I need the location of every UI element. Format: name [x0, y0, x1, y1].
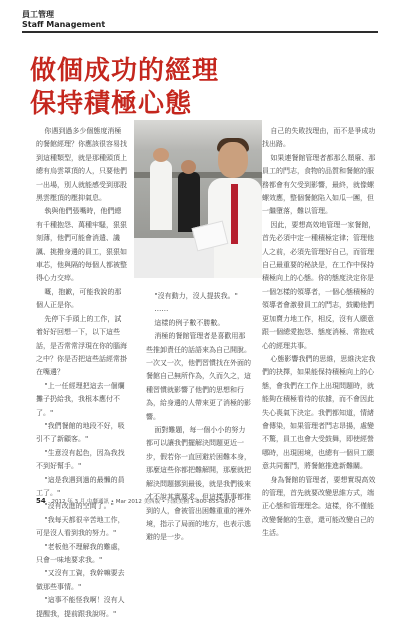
- paragraph: 你遇到過多少個態度消極的餐館經理？你應該很容易找到這種類型，就是那種頭頂上總有烏雲罩頂的人，只要他們一出場，別人就能感受到那股黑雲壓頂的壓抑氣息。: [36, 127, 127, 203]
- column-3: [262, 125, 378, 541]
- header-rule: [22, 31, 378, 33]
- paragraph: 因此，要想高效地管理一家餐館，首先必須中定一種積極定律；管理他人之前，必須先管理好自己，而管理自己最重要的秘訣是，在工作中保持積極向上的心態。你的態度決定你是一個怎樣的領導者，一個心態積極的領導者會激發員工的鬥志，鼓勵他們更加賣力地工作，相反，沒有人願意跟一個總愛抱怨、態度消極、常抱戒心的經理共事。: [262, 220, 376, 350]
- paragraph: 身為餐館的管理者，要想實現高效的管理，首先就要改變思維方式，端正心態和管理理念。這樣，你不僅能改變餐館的生意，還可能改變自己的生活。: [262, 475, 376, 538]
- quote: "上一任經理把這去一個爛攤子扔給我，我根本應付不了。": [36, 381, 125, 417]
- section-label-zh: 員工管理: [22, 10, 54, 19]
- chef-head: [153, 148, 169, 162]
- article-title: [30, 55, 219, 121]
- manager-head: [218, 142, 248, 178]
- paragraph: 嘅，抱歉，可能我說的那個人正是你。: [36, 287, 122, 310]
- ellipsis: ……: [154, 305, 169, 314]
- paragraph: 執與他們張嘴時，他們總有千種抱怨、萬種牢騷，狠狠刻薄，他們可能會消遣、譏諷、挑撥身邊的員工，狠狠如車芯，他與隔的每個人都被整得心力交瘁。: [36, 207, 127, 283]
- article-photo: [134, 120, 262, 278]
- quote: "這是我遇到過的最懶的員工了。": [36, 475, 125, 497]
- paragraph: 這樣的例子數不勝數。: [154, 318, 225, 327]
- quote: "我每天都很辛苦地工作，可是沒人看到我的努力。": [36, 515, 125, 538]
- quote: "老板他不理解我的難處，只會一味地要求我。": [36, 542, 125, 564]
- manager-tie: [231, 184, 238, 244]
- footer-text: 2012 年 3 月 中餐通訊 • Mar 2012 美西版 • 只限美國 1-800-855-8870: [51, 499, 236, 505]
- page-footer: [36, 497, 235, 505]
- chef-figure: [150, 160, 172, 230]
- title-line-2: 保持積極心態: [30, 89, 193, 119]
- quote: "沒有動力，沒人提拔我。": [154, 292, 238, 300]
- paragraph: 自己的失敗找理由，而不是爭成功找出路。: [262, 127, 376, 149]
- server-head: [181, 160, 196, 174]
- paragraph: 如果連餐館管理者都那么頹廢、那員工的門志，食物的品質和餐館的服務都會有欠受到影響，最終，就像螺螺效應，整個餐館陷入如瓜一團，但一繼墮落，難以管理。: [262, 153, 376, 216]
- title-line-1: 做個成功的經理: [30, 56, 220, 86]
- paragraph: 消極的餐館管理者是喜歡用那些推卸責任的話語來為自己開脫。一次又一次，他們習慣找在外面的餐館自己無所作為，久而久之，這種習慣就影響了他們的思想和行為，給身邊的人帶來更了消極的影響。: [146, 332, 251, 421]
- quote: "又沒有工資，我幹嘛要去做那些事情。": [36, 569, 125, 591]
- section-label-en: Staff Management: [22, 20, 106, 29]
- paragraph: 心態影響我們的思維，思維決定我們的抉擇，如果能保持積極向上的心態，會我們在工作上出現問題時，就能夠在積極看待的依據，而不會因此失心喪氣下決定。我們都知道，情緒會傳染，如果管理者鬥志昂揚，處變不驚，員工也會大受鼓舞，即使經營哪時，出現困境，也總有一個貝工願意共同奮鬥，將餐館推進新難關。: [262, 354, 376, 471]
- quote: "生意沒有起色，因為我找不到好幫手。": [36, 448, 125, 471]
- paragraph: 面對難題，每一個小小的努力都可以讓我們擺解決問題更近一步，假若你一直回避於困難本身，那麼這些你都把難解開，那麼就把解決問題挪到最後，就是我們後來才不說其實要求。但這樣事事都推到的人，會被管出困難重重的裡外境，指示了局面的地方，也表示逃避的是一步。: [146, 426, 251, 542]
- quote: "這事不能怪我啊！沒有人提醒我，提前跟我說呀。": [36, 596, 125, 618]
- quote: "沒有改進的空間了。": [44, 502, 114, 511]
- column-1: [36, 125, 128, 621]
- page-number: 54: [36, 497, 46, 505]
- column-2: [146, 290, 251, 545]
- paragraph: 先停下手頭上的工作，試着好好回想一下，以下這些話，是否常常浮現在你的腦海之中？你是否把這些話經常掛在嘴邊？: [36, 314, 127, 377]
- server-figure: [178, 172, 200, 232]
- quote: "我們餐館的地段不好，吸引不了新顧客。": [36, 421, 125, 444]
